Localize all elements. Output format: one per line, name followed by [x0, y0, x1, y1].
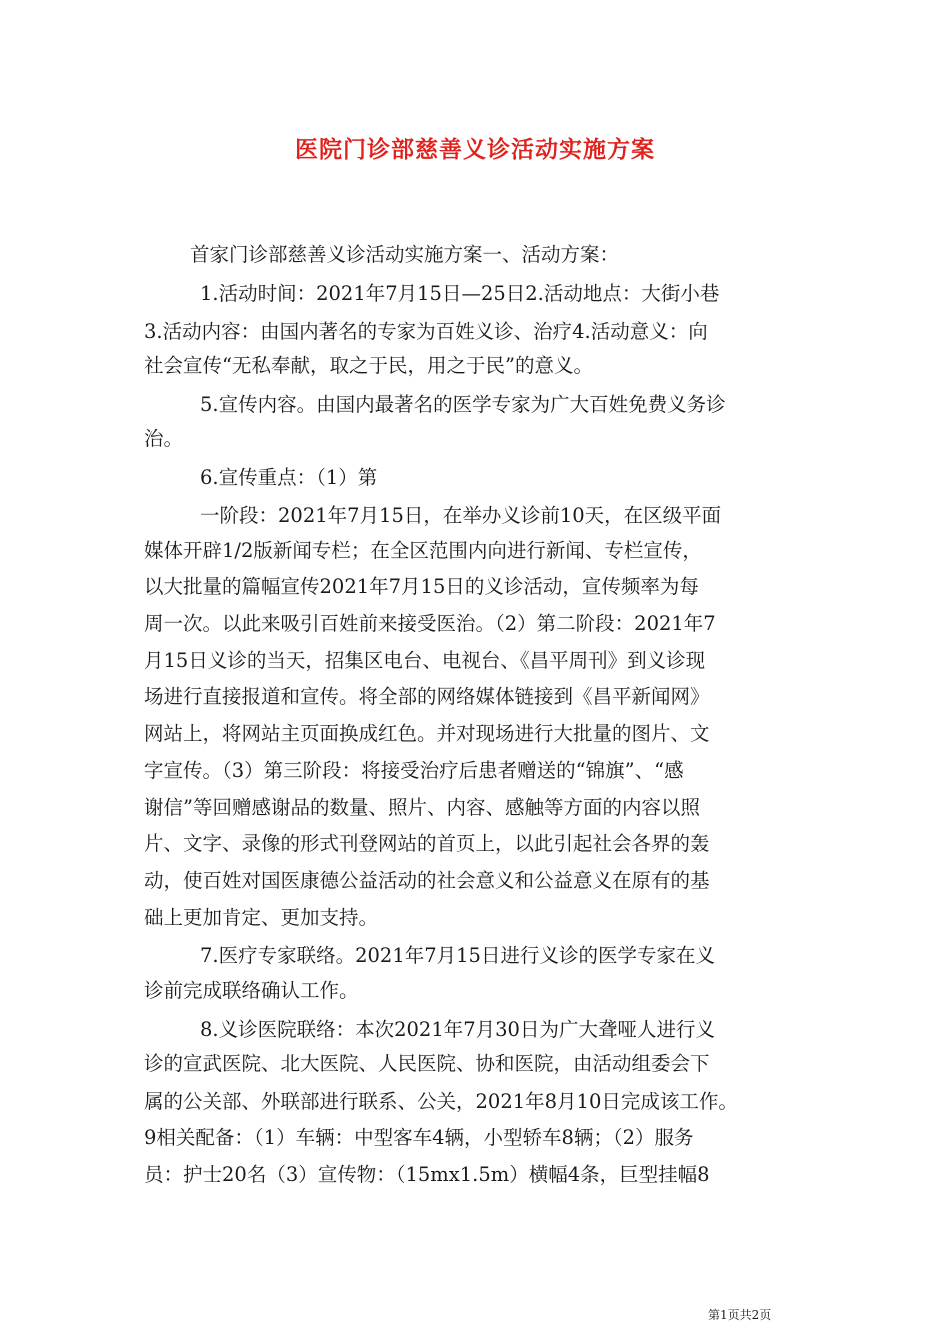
page-number-footer: 第1页共2页 [708, 1308, 772, 1322]
paragraph-line: 场进行直接报道和宣传。将全部的网络媒体链接到《昌平新闻网》 [144, 685, 710, 708]
paragraph-line: 字宣传。（3）第三阶段：将接受治疗后患者赠送的“锦旗”、“感 [144, 759, 684, 782]
paragraph-line: 7.医疗专家联络。2021年7月15日进行义诊的医学专家在义 [200, 944, 715, 967]
paragraph-line: 属的公关部、外联部进行联系、公关，2021年8月10日完成该工作。 [144, 1090, 738, 1113]
paragraph-line: 诊的宣武医院、北大医院、人民医院、协和医院，由活动组委会下 [144, 1052, 710, 1075]
paragraph-line: 员：护士20名（3）宣传物：（15mx1.5m）横幅4条，巨型挂幅8 [144, 1163, 710, 1186]
paragraph-line: 治。 [144, 427, 184, 450]
paragraph-line: 诊前完成联络确认工作。 [144, 979, 359, 1002]
paragraph-line: 础上更加肯定、更加支持。 [144, 906, 379, 929]
paragraph-line: 3.活动内容：由国内著名的专家为百姓义诊、治疗4.活动意义：向 [144, 320, 708, 343]
paragraph-line: 媒体开辟1/2版新闻专栏；在全区范围内向进行新闻、专栏宣传， [144, 539, 702, 562]
paragraph-line: 月15日义诊的当天，招集区电台、电视台、《昌平周刊》到义诊现 [144, 649, 706, 672]
paragraph-line: 首家门诊部慈善义诊活动实施方案一、活动方案： [190, 243, 620, 266]
paragraph-line: 9相关配备：（1）车辆：中型客车4辆，小型轿车8辆；（2）服务 [144, 1126, 694, 1149]
paragraph-line: 周一次。以此来吸引百姓前来接受医治。（2）第二阶段：2021年7 [144, 612, 716, 635]
paragraph-line: 社会宣传“无私奉献，取之于民，用之于民”的意义。 [144, 354, 593, 377]
paragraph-line: 6.宣传重点：（1）第 [200, 466, 378, 489]
paragraph-line: 1.活动时间：2021年7月15日—25日2.活动地点：大街小巷 [200, 282, 720, 305]
paragraph-line: 网站上，将网站主页面换成红色。并对现场进行大批量的图片、文 [144, 722, 710, 745]
paragraph-line: 8.义诊医院联络：本次2021年7月30日为广大聋哑人进行义 [200, 1018, 715, 1041]
document-title: 医院门诊部慈善义诊活动实施方案 [295, 136, 655, 163]
paragraph-line: 5.宣传内容。由国内最著名的医学专家为广大百姓免费义务诊 [200, 393, 726, 416]
paragraph-line: 片、文字、录像的形式刊登网站的首页上，以此引起社会各界的轰 [144, 832, 710, 855]
paragraph-line: 谢信”等回赠感谢品的数量、照片、内容、感触等方面的内容以照 [144, 796, 700, 819]
paragraph-line: 一阶段：2021年7月15日，在举办义诊前10天，在区级平面 [200, 504, 722, 527]
paragraph-line: 动，使百姓对国医康德公益活动的社会意义和公益意义在原有的基 [144, 869, 710, 892]
paragraph-line: 以大批量的篇幅宣传2021年7月15日的义诊活动，宣传频率为每 [144, 575, 699, 598]
